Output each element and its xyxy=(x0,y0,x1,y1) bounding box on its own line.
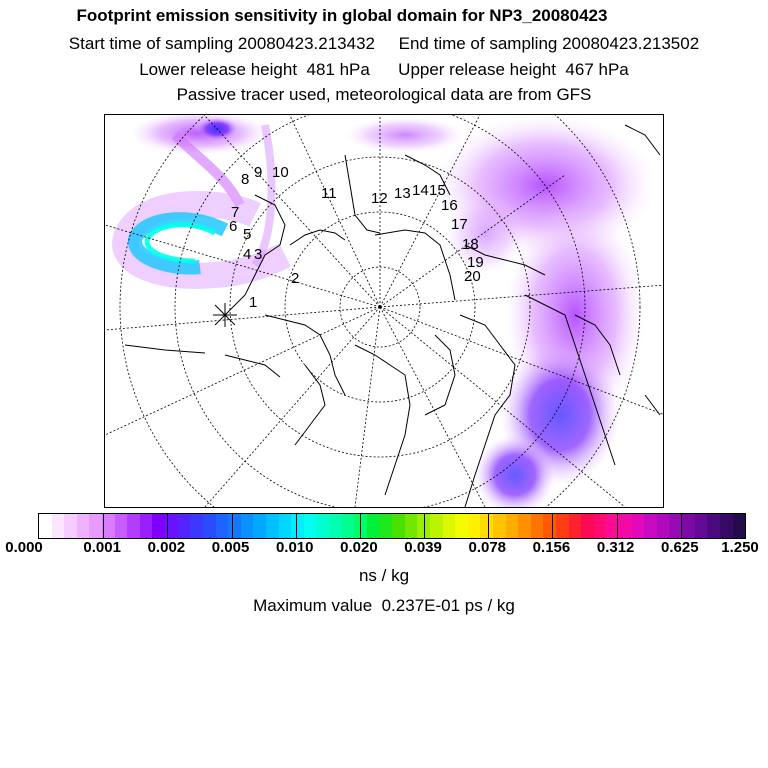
day-label: 5 xyxy=(243,226,252,243)
colorbar-swatch xyxy=(342,514,355,538)
colorbar-swatch xyxy=(531,514,544,538)
footprint-map xyxy=(104,114,664,508)
colorbar-swatch xyxy=(682,514,695,538)
day-label: 1 xyxy=(249,294,258,311)
day-label: 20 xyxy=(464,268,481,285)
colorbar-tick xyxy=(360,514,361,538)
colorbar-tick-label: 1.250 xyxy=(721,539,759,556)
emission-sensitivity-field xyxy=(125,115,655,507)
day-label: 10 xyxy=(272,164,289,181)
colorbar-tick-label: 0.020 xyxy=(340,539,378,556)
colorbar-tick-label: 0.001 xyxy=(83,539,121,556)
colorbar-swatch xyxy=(518,514,531,538)
colorbar-tick xyxy=(552,514,553,538)
colorbar-tick-label: 0.078 xyxy=(468,539,507,556)
colorbar-swatch xyxy=(619,514,632,538)
colorbar-swatch xyxy=(140,514,153,538)
colorbar-swatch xyxy=(77,514,90,538)
colorbar-tick xyxy=(103,514,104,538)
colorbar-swatch xyxy=(695,514,708,538)
release-height-line: Lower release height 481 hPa Upper release height 467 hPa xyxy=(139,60,629,79)
colorbar-swatch xyxy=(392,514,405,538)
colorbar-swatch xyxy=(405,514,418,538)
colorbar-swatch xyxy=(506,514,519,538)
colorbar-tick xyxy=(167,514,168,538)
colorbar-swatch xyxy=(279,514,292,538)
colorbar-tick xyxy=(488,514,489,538)
colorbar-swatch xyxy=(594,514,607,538)
colorbar-swatch xyxy=(127,514,140,538)
colorbar-swatch xyxy=(89,514,102,538)
sampling-time-line: Start time of sampling 20080423.213432 End time of sampling 20080423.213502 xyxy=(68,34,700,53)
day-label: 3 xyxy=(254,246,263,263)
colorbar-swatch xyxy=(480,514,493,538)
colorbar-swatch xyxy=(152,514,165,538)
colorbar-swatch xyxy=(733,514,746,538)
colorbar-swatch xyxy=(430,514,443,538)
colorbar-tick-label: 0.156 xyxy=(532,539,571,556)
day-label: 17 xyxy=(451,216,468,233)
colorbar-tick-label: 0.039 xyxy=(404,539,442,556)
colorbar-swatch xyxy=(316,514,329,538)
day-label: 4 xyxy=(243,246,252,263)
colorbar-swatch xyxy=(253,514,266,538)
day-label: 18 xyxy=(462,236,479,253)
day-label: 14 xyxy=(412,182,429,199)
colorbar-swatch xyxy=(379,514,392,538)
colorbar-swatch xyxy=(720,514,733,538)
day-label: 8 xyxy=(241,171,250,188)
colorbar-tick-label: 0.625 xyxy=(661,539,699,556)
day-label: 2 xyxy=(291,270,300,287)
colorbar-swatch xyxy=(216,514,229,538)
colorbar-tick xyxy=(617,514,618,538)
colorbar-swatch xyxy=(190,514,203,538)
colorbar-swatch xyxy=(39,514,52,538)
colorbar-tick-label: 0.005 xyxy=(211,539,250,556)
maximum-value-text: Maximum value 0.237E-01 ps / kg xyxy=(253,596,515,615)
day-label: 9 xyxy=(254,164,263,181)
colorbar-swatch xyxy=(468,514,481,538)
colorbar-tick-label: 0.002 xyxy=(147,539,186,556)
day-label: 11 xyxy=(321,185,337,202)
colorbar-tick xyxy=(681,514,682,538)
colorbar-swatch xyxy=(115,514,128,538)
colorbar xyxy=(38,513,746,539)
colorbar-swatch xyxy=(543,514,556,538)
colorbar-tick-label: 0.312 xyxy=(596,539,635,556)
colorbar-swatch xyxy=(203,514,216,538)
colorbar-swatch xyxy=(493,514,506,538)
colorbar-tick xyxy=(296,514,297,538)
polar-projection-map xyxy=(105,115,663,507)
colorbar-swatch xyxy=(241,514,254,538)
colorbar-swatch xyxy=(329,514,342,538)
colorbar-swatch xyxy=(64,514,77,538)
colorbar-swatch xyxy=(644,514,657,538)
colorbar-swatch xyxy=(304,514,317,538)
day-label: 19 xyxy=(467,254,484,271)
colorbar-swatch xyxy=(178,514,191,538)
colorbar-tick-label: 0.000 xyxy=(5,539,43,556)
plot-title: Footprint emission sensitivity in global domain for NP3_20080423 xyxy=(76,6,608,25)
colorbar-swatch xyxy=(657,514,670,538)
colorbar-swatch xyxy=(367,514,380,538)
day-label: 16 xyxy=(441,197,458,214)
colorbar-swatch xyxy=(443,514,456,538)
colorbar-swatch xyxy=(52,514,65,538)
colorbar-swatch xyxy=(266,514,279,538)
colorbar-swatch xyxy=(632,514,645,538)
day-label: 15 xyxy=(429,182,446,199)
tracer-info-line: Passive tracer used, meteorological data are from GFS xyxy=(176,85,592,104)
colorbar-swatch xyxy=(569,514,582,538)
colorbar-tick xyxy=(232,514,233,538)
day-label: 6 xyxy=(229,218,238,235)
colorbar-unit: ns / kg xyxy=(358,566,410,585)
colorbar-swatch xyxy=(455,514,468,538)
colorbar-swatch xyxy=(707,514,720,538)
day-label: 12 xyxy=(371,190,388,207)
colorbar-swatch xyxy=(291,514,304,538)
day-label: 13 xyxy=(394,185,411,202)
colorbar-tick-label: 0.010 xyxy=(275,539,314,556)
day-label: 7 xyxy=(231,204,240,221)
colorbar-swatch xyxy=(228,514,241,538)
release-site-cross-icon xyxy=(213,303,237,327)
colorbar-swatch xyxy=(581,514,594,538)
colorbar-tick xyxy=(424,514,425,538)
colorbar-swatch xyxy=(556,514,569,538)
